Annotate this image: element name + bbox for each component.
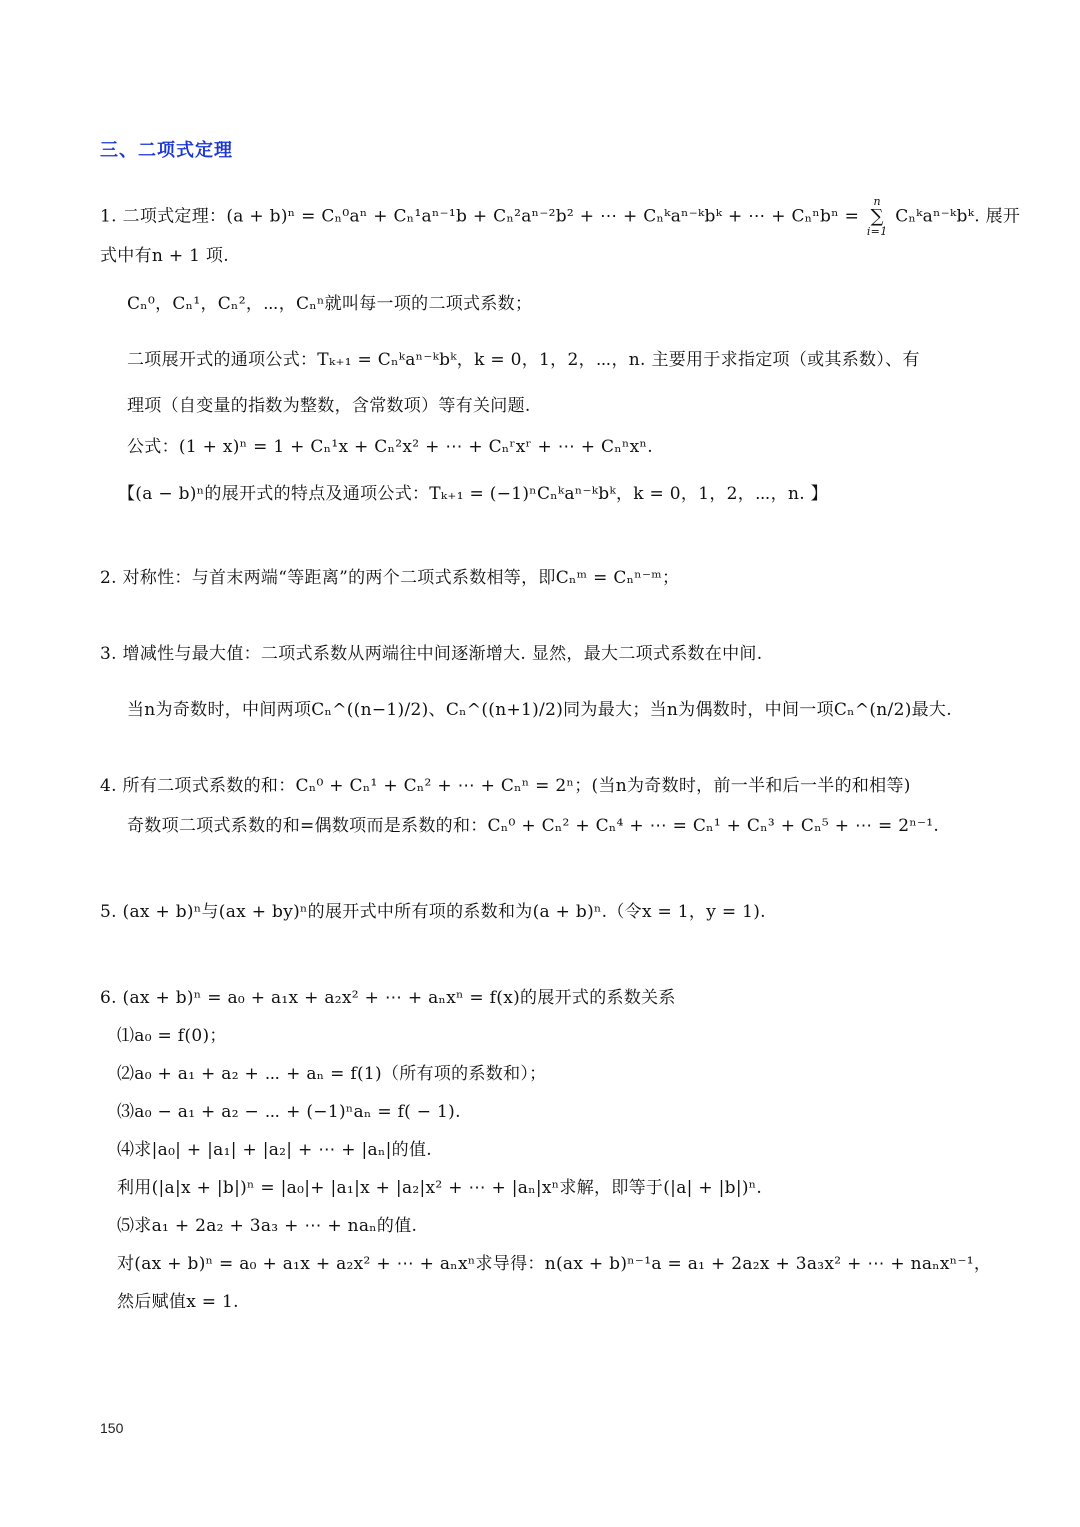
binomial-theorem-line bbox=[100, 196, 1020, 238]
summation-upper: n bbox=[873, 195, 881, 208]
relation-1: ⑴a₀ = f(0)； bbox=[117, 1026, 227, 1046]
relation-3: ⑶a₀ − a₁ + a₂ − ⋯ + (−1)ⁿaₙ = f( − 1). bbox=[117, 1102, 461, 1122]
coefficient-sum-line: 4. 所有二项式系数的和：Cₙ⁰ + Cₙ¹ + Cₙ² + ⋯ + Cₙⁿ = 2ⁿ；(当n为奇数时，前一半和后一半的和相等) bbox=[100, 776, 911, 796]
section-title: 三、二项式定理 bbox=[100, 140, 233, 161]
relation-2: ⑵a₀ + a₁ + a₂ + ⋯ + aₙ = f(1)（所有项的系数和）； bbox=[117, 1064, 547, 1084]
term-count-line: 式中有n + 1 项. bbox=[100, 246, 229, 266]
all-coefficients-sum-line: 5. (ax + b)ⁿ与(ax + by)ⁿ的展开式中所有项的系数和为(a + b)ⁿ.（令x = 1，y = 1). bbox=[100, 902, 766, 922]
relation-4-detail: 利用(|a|x + |b|)ⁿ = |a₀|+ |a₁|x + |a₂|x² + ⋯ + |aₙ|xⁿ求解，即等于(|a| + |b|)ⁿ. bbox=[117, 1178, 763, 1198]
symmetry-line: 2. 对称性：与首末两端“等距离”的两个二项式系数相等，即Cₙᵐ = Cₙⁿ⁻ᵐ； bbox=[100, 568, 680, 588]
relation-4: ⑷求|a₀| + |a₁| + |a₂| + ⋯ + |aₙ|的值. bbox=[117, 1140, 432, 1160]
coefficient-relations-title: 6. (ax + b)ⁿ = a₀ + a₁x + a₂x² + ⋯ + aₙxⁿ = f(x)的展开式的系数关系 bbox=[100, 988, 676, 1008]
relation-5: ⑸求a₁ + 2a₂ + 3a₃ + ⋯ + naₙ的值. bbox=[117, 1216, 418, 1236]
odd-even-sum-line: 奇数项二项式系数的和=偶数项而是系数的和：Cₙ⁰ + Cₙ² + Cₙ⁴ + ⋯ = Cₙ¹ + Cₙ³ + Cₙ⁵ + ⋯ = 2ⁿ⁻¹. bbox=[127, 816, 940, 836]
binomial-coefficients-line: Cₙ⁰，Cₙ¹，Cₙ²，⋯，Cₙⁿ就叫每一项的二项式系数； bbox=[127, 294, 533, 314]
summation-symbol bbox=[867, 196, 888, 238]
note-line: 【(a − b)ⁿ的展开式的特点及通项公式：Tₖ₊₁ = (−1)ⁿCₙᵏaⁿ⁻ᵏbᵏ，k = 0，1，2，⋯，n. 】 bbox=[118, 484, 828, 504]
monotonicity-line: 3. 增减性与最大值：二项式系数从两端往中间逐渐增大. 显然，最大二项式系数在中间. bbox=[100, 644, 763, 664]
summation-lower: i=1 bbox=[866, 225, 888, 238]
general-term-line: 二项展开式的通项公式：Tₖ₊₁ = Cₙᵏaⁿ⁻ᵏbᵏ，k = 0，1，2，⋯，n. 主要用于求指定项（或其系数）、有 bbox=[127, 350, 920, 370]
binomial-theorem-suffix: Cₙᵏaⁿ⁻ᵏbᵏ. 展开 bbox=[895, 206, 1021, 227]
summation-sigma: ∑ bbox=[870, 206, 884, 227]
general-term-line-2: 理项（自变量的指数为整数，含常数项）等有关问题. bbox=[127, 396, 531, 416]
formula-line: 公式：(1 + x)ⁿ = 1 + Cₙ¹x + Cₙ²x² + ⋯ + Cₙʳxʳ + ⋯ + Cₙⁿxⁿ. bbox=[127, 437, 653, 457]
relation-5-detail: 对(ax + b)ⁿ = a₀ + a₁x + a₂x² + ⋯ + aₙxⁿ求导得：n(ax + b)ⁿ⁻¹a = a₁ + 2a₂x + 3a₃x² + ⋯ + naₙxⁿ⁻¹， bbox=[117, 1254, 992, 1274]
relation-5-end: 然后赋值x = 1. bbox=[117, 1292, 239, 1312]
max-coefficient-line: 当n为奇数时，中间两项Cₙ^((n−1)/2)、Cₙ^((n+1)/2)同为最大；当n为偶数时，中间一项Cₙ^(n/2)最大. bbox=[127, 700, 952, 720]
page-number: 150 bbox=[100, 1420, 124, 1436]
binomial-theorem-text: 1. 二项式定理：(a + b)ⁿ = Cₙ⁰aⁿ + Cₙ¹aⁿ⁻¹b + Cₙ²aⁿ⁻²b² + ⋯ + Cₙᵏaⁿ⁻ᵏbᵏ + ⋯ + Cₙⁿbⁿ = bbox=[100, 206, 860, 227]
